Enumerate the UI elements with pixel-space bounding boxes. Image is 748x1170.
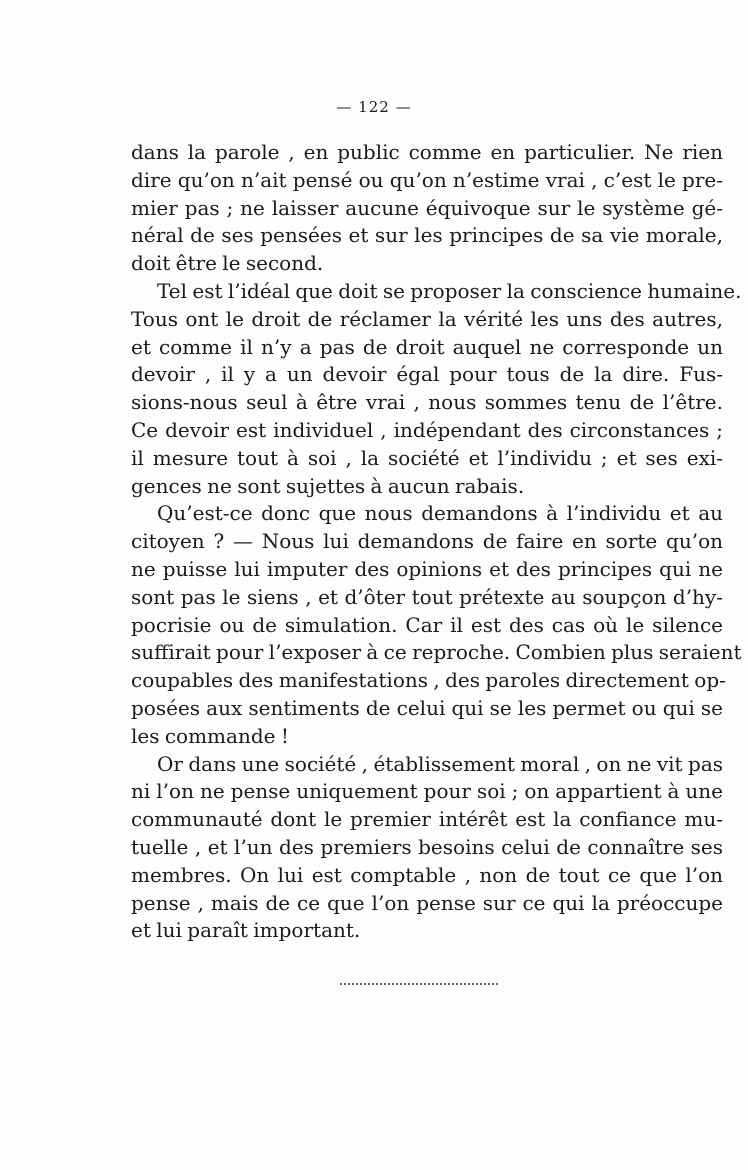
page-number: — 122 —	[336, 98, 412, 116]
text-line: ni l’on ne pense uniquement pour soi ; on appartient à une	[131, 779, 723, 804]
text-line: citoyen ? — Nous lui demandons de faire en sorte qu’on	[131, 529, 723, 554]
text-line: les commande !	[131, 723, 289, 748]
text-line: ne puisse lui imputer des opinions et des principes qui ne	[131, 556, 723, 581]
text-line: Tous ont le droit de réclamer la vérité les uns des autres,	[131, 306, 723, 331]
body-text	[131, 139, 742, 945]
text-line: doit être le second.	[131, 251, 324, 276]
text-line: pense , mais de ce que l’on pense sur ce qui la préoccupe	[131, 890, 723, 915]
text-line: et comme il n’y a pas de droit auquel ne corresponde un	[131, 334, 723, 359]
text-line: tuelle , et l’un des premiers besoins celui de connaître ses	[131, 834, 723, 859]
text-line: membres. On lui est comptable , non de tout ce que l’on	[131, 862, 723, 887]
text-line: posées aux sentiments de celui qui se les permet ou qui se	[131, 695, 723, 720]
text-line: gences ne sont sujettes à aucun rabais.	[131, 473, 525, 498]
text-line: pocrisie ou de simulation. Car il est des cas où le silence	[131, 612, 723, 637]
text-line: devoir , il y a un devoir égal pour tous de la dire. Fus-	[131, 362, 723, 387]
text-line: suffirait pour l’exposer à ce reproche. Combien plus seraient	[131, 640, 742, 665]
text-line: sont pas le siens , et d’ôter tout prétexte au soupçon d’hy-	[131, 584, 723, 609]
end-ornament-rule	[340, 983, 498, 985]
text-line: sions-nous seul à être vrai , nous sommes tenu de l’être.	[131, 390, 723, 415]
text-line: et lui paraît important.	[131, 918, 361, 943]
text-line: Tel est l’idéal que doit se proposer la conscience humaine.	[157, 278, 742, 303]
text-line: Qu’est-ce donc que nous demandons à l’individu et au	[157, 501, 723, 526]
text-line: coupables des manifestations , des paroles directement op-	[131, 668, 726, 693]
text-line: dire qu’on n’ait pensé ou qu’on n’estime vrai , c’est le pre-	[131, 167, 723, 192]
text-line: Or dans une société , établissement moral , on ne vit pas	[157, 751, 723, 776]
text-line: mier pas ; ne laisser aucune équivoque sur le système gé-	[131, 195, 723, 220]
text-line: néral de ses pensées et sur les principes de sa vie morale,	[131, 223, 723, 248]
text-line: communauté dont le premier intérêt est la confiance mu-	[131, 807, 723, 832]
text-line: il mesure tout à soi , la société et l’individu ; et ses exi-	[131, 445, 723, 470]
text-line: dans la parole , en public comme en particulier. Ne rien	[131, 140, 723, 164]
text-line: Ce devoir est individuel , indépendant des circonstances ;	[131, 417, 723, 442]
